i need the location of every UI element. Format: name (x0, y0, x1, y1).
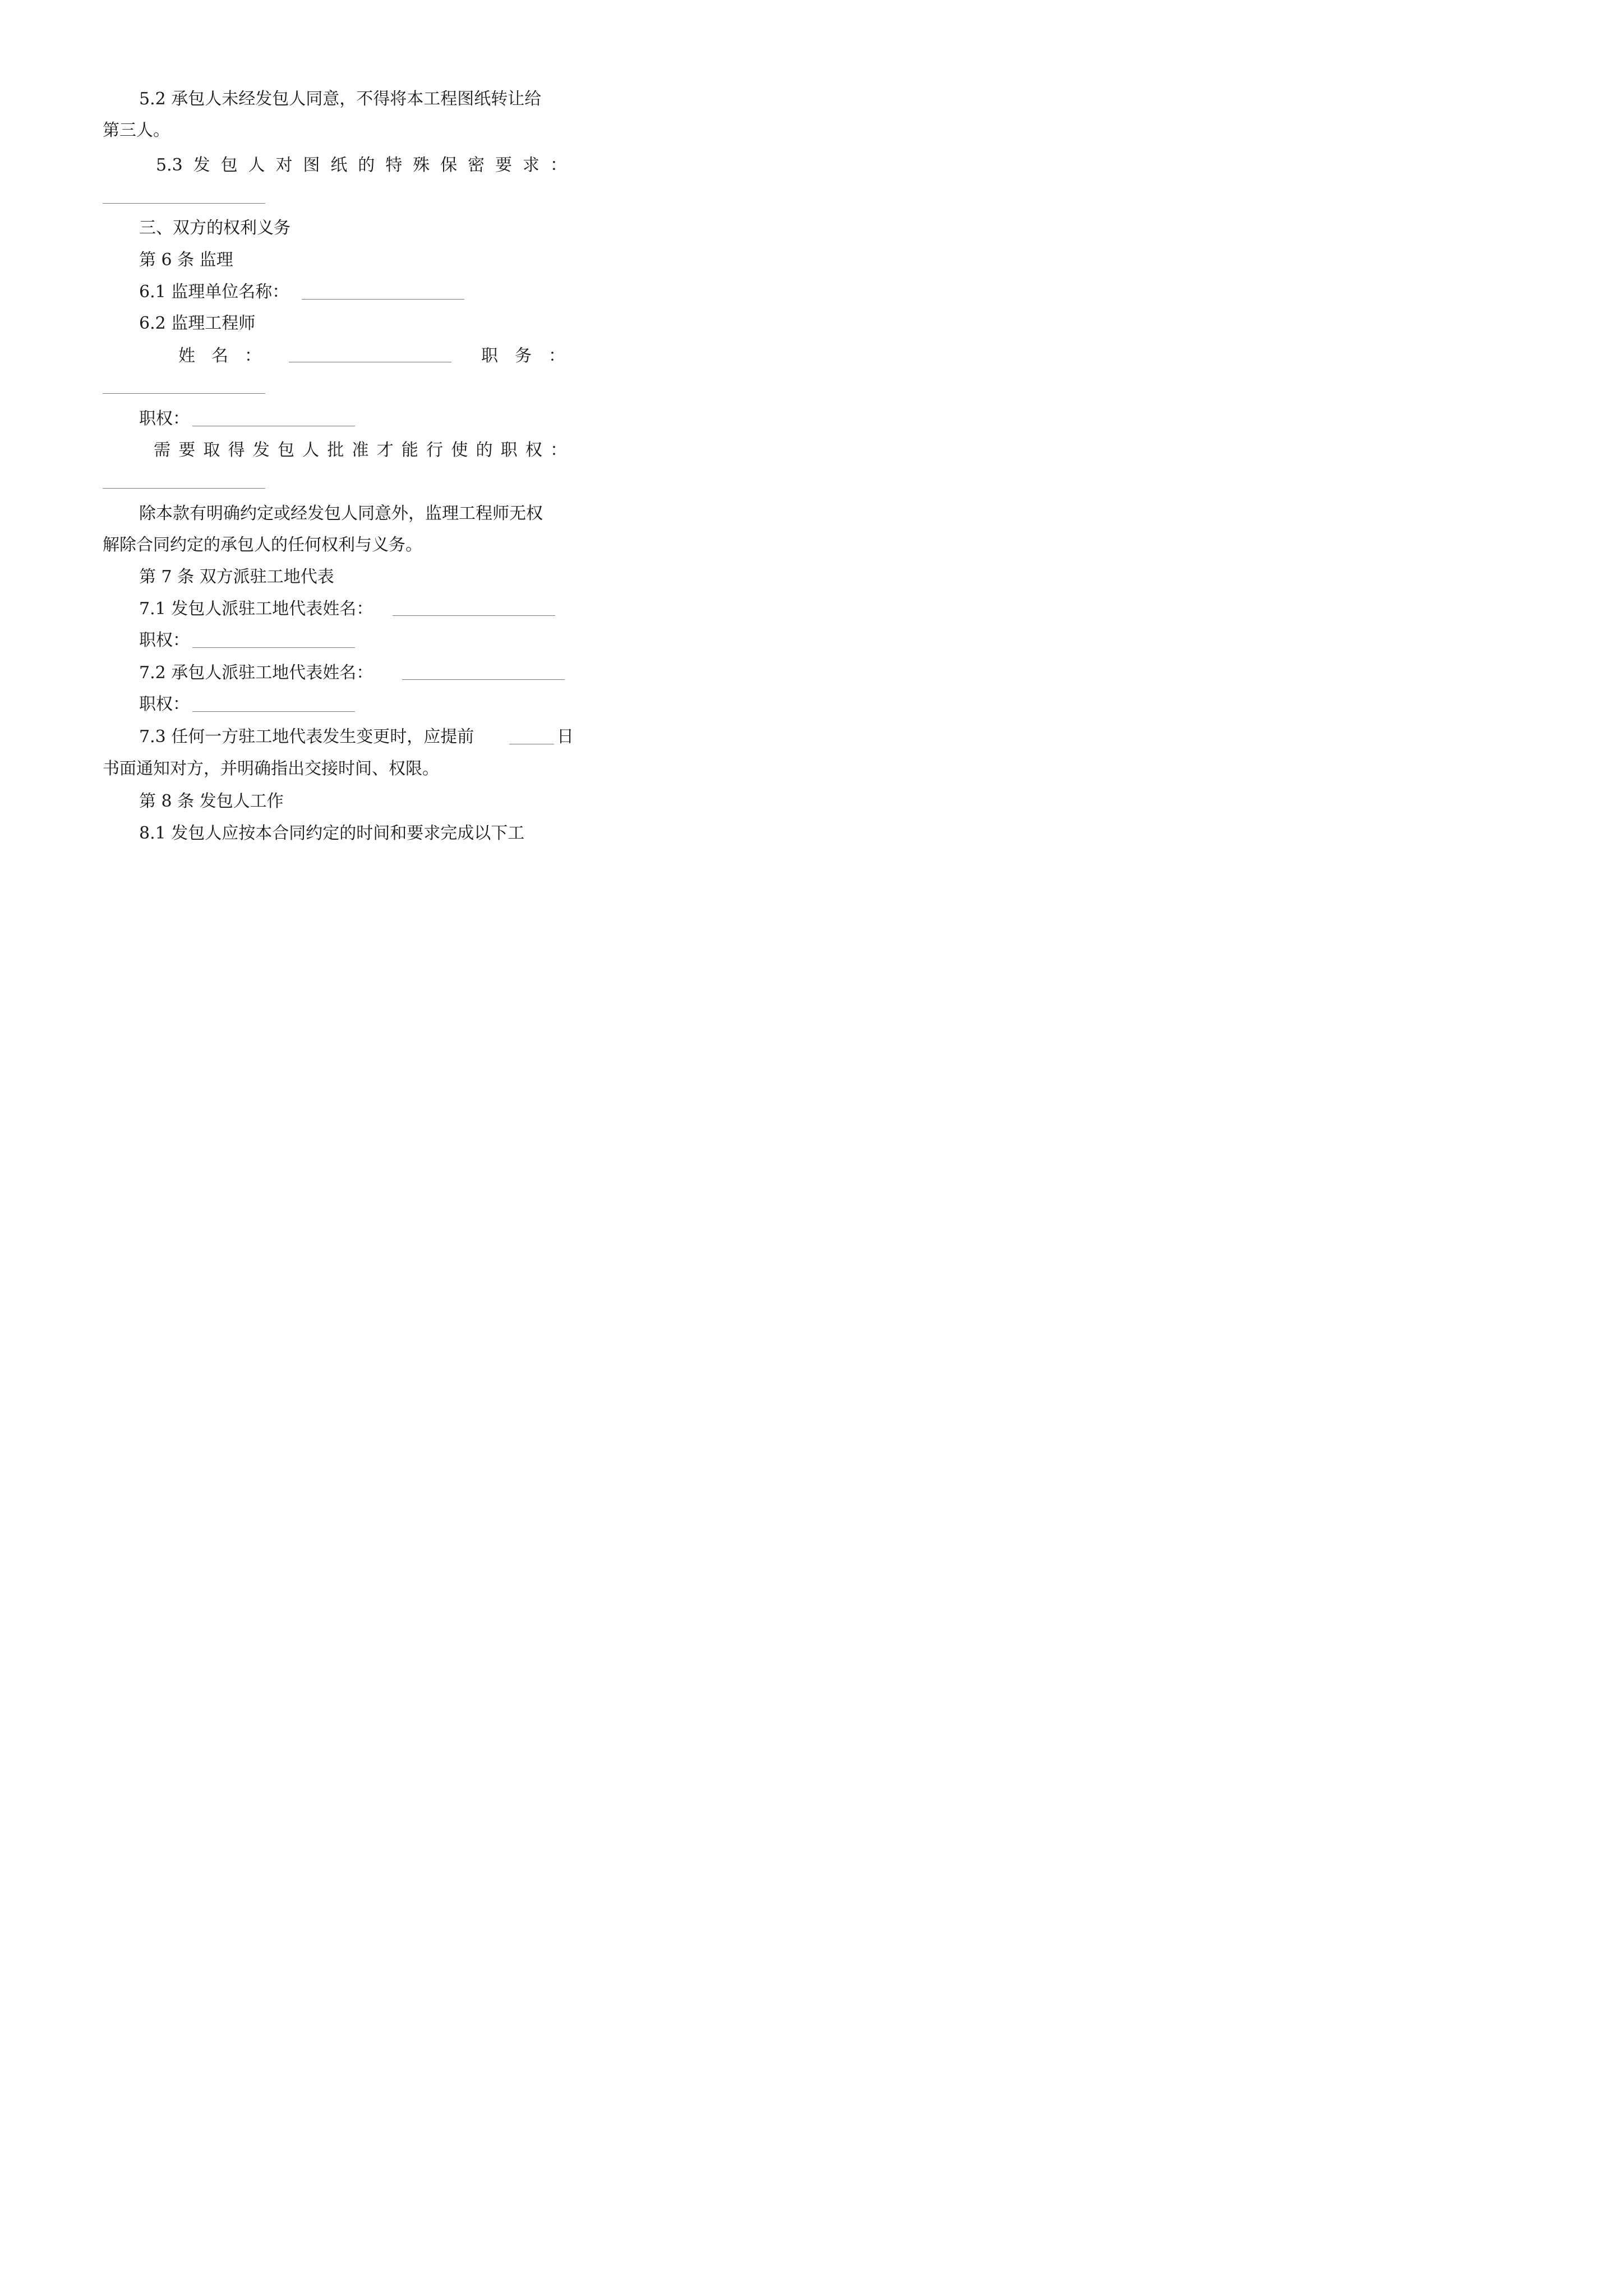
name-label-char: ： (245, 346, 261, 366)
engineer-authority-label: 职权： (139, 409, 190, 429)
clause-5-3-char: 包 (220, 155, 238, 175)
clause-7-3-line-2: 书面通知对方，并明确指出交接时间、权限。 (103, 759, 439, 779)
approval-char: 需 (154, 440, 170, 460)
engineer-duty-label (481, 345, 565, 367)
article-7-heading: 第 7 条 双方派驻工地代表 (139, 567, 334, 587)
clause-5-3-char: 发 (193, 155, 210, 175)
clause-7-1: 7.1 发包人派驻工地代表姓名： (139, 599, 374, 619)
clause-5-3-char: 5.3 (156, 155, 183, 175)
employer-representative-name-blank (393, 615, 555, 616)
approval-char: 要 (178, 440, 196, 460)
clause-5-3-char: 对 (275, 155, 293, 175)
duty-label-char: ： (548, 346, 565, 366)
approval-char: 得 (228, 440, 245, 460)
exception-clause-line-1: 除本款有明确约定或经发包人同意外，监理工程师无权 (139, 504, 543, 523)
approval-char: 取 (203, 440, 220, 460)
contractor-authority-label: 职权： (139, 694, 190, 714)
duty-label-char: 职 (481, 346, 498, 366)
supervisor-unit-name-blank (302, 299, 464, 300)
clause-5-3-char: 密 (468, 155, 485, 175)
clause-5-3-char: 特 (385, 155, 403, 175)
contractor-representative-name-blank (402, 679, 565, 680)
clause-5-2-line-1: 5.2 承包人未经发包人同意，不得将本工程图纸转让给 (139, 89, 542, 109)
engineer-name-label (178, 345, 261, 367)
exception-clause-line-2: 解除合同约定的承包人的任何权利与义务。 (103, 535, 422, 555)
employer-authority-blank (192, 647, 355, 648)
clause-5-3-char: 人 (248, 155, 265, 175)
clause-5-3-char: 求 (522, 155, 540, 175)
employer-authority-label: 职权： (139, 631, 190, 650)
section-three-heading: 三、双方的权利义务 (139, 218, 291, 238)
approval-char: 使 (451, 440, 468, 460)
clause-7-3-line-1: 7.3 任何一方驻工地代表发生变更时，应提前 (139, 727, 474, 747)
approval-char: ： (550, 440, 567, 460)
duty-label-char: 务 (515, 346, 532, 366)
name-label-char: 姓 (178, 346, 195, 366)
clause-5-3-char: 的 (358, 155, 375, 175)
approval-char: 才 (376, 440, 394, 460)
approval-required-authority-line (154, 439, 567, 462)
document-page (0, 0, 673, 952)
approval-char: 准 (352, 440, 369, 460)
clause-5-3-char: 纸 (330, 155, 348, 175)
clause-5-3-char: 殊 (413, 155, 430, 175)
clause-6-2: 6.2 监理工程师 (139, 314, 256, 333)
clause-5-3-char: 保 (440, 155, 458, 175)
contractor-authority-blank (192, 711, 355, 712)
clause-5-3-char: 要 (495, 155, 512, 175)
approval-char: 包 (277, 440, 294, 460)
engineer-duty-blank (103, 393, 265, 394)
secrecy-requirement-blank (103, 203, 265, 204)
clause-8-1: 8.1 发包人应按本合同约定的时间和要求完成以下工 (139, 823, 525, 843)
approval-char: 能 (401, 440, 418, 460)
article-8-heading: 第 8 条 发包人工作 (139, 792, 284, 811)
clause-5-3-line (156, 154, 567, 177)
approval-char: 权 (525, 440, 542, 460)
approval-char: 批 (327, 440, 344, 460)
clause-5-3-char: ： (550, 155, 567, 175)
approval-char: 职 (500, 440, 518, 460)
clause-7-2: 7.2 承包人派驻工地代表姓名： (139, 663, 374, 683)
approval-required-authority-blank (103, 488, 265, 489)
clause-7-3-day-unit: 日 (557, 727, 574, 747)
clause-5-3-char: 图 (303, 155, 320, 175)
approval-char: 行 (426, 440, 444, 460)
name-label-char: 名 (211, 346, 228, 366)
clause-6-1: 6.1 监理单位名称： (139, 282, 289, 302)
article-6-heading: 第 6 条 监理 (139, 250, 233, 270)
clause-5-2-line-2: 第三人。 (103, 121, 170, 140)
approval-char: 发 (252, 440, 270, 460)
approval-char: 人 (302, 440, 320, 460)
approval-char: 的 (476, 440, 493, 460)
